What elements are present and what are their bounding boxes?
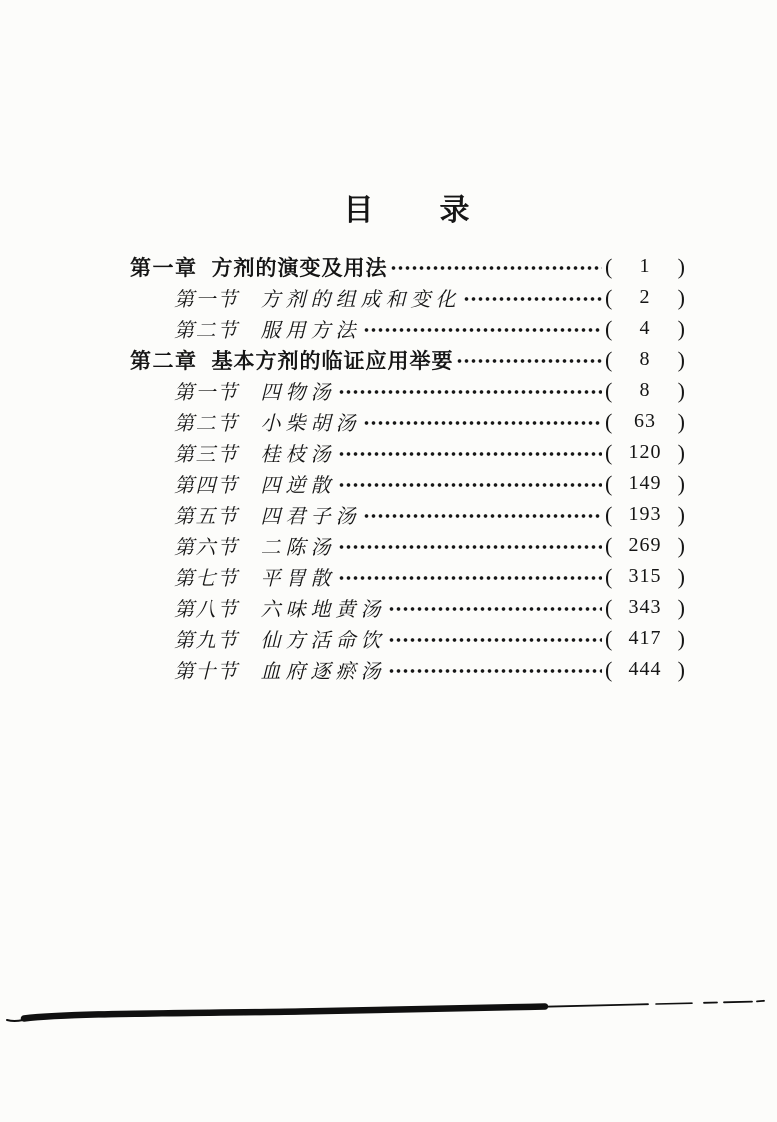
paren-open: ( — [605, 284, 613, 310]
dot-leader — [463, 282, 603, 313]
toc-entry-row-section — [130, 282, 685, 313]
page-number-value: 2 — [639, 286, 651, 308]
entry-number: 第五节 — [174, 506, 239, 528]
paren-open: ( — [605, 501, 613, 527]
paren-close: ) — [677, 377, 685, 403]
paren-open: ( — [605, 656, 613, 682]
page-number-value: 8 — [639, 348, 651, 370]
entry-title: 方剂的演变及用法 — [211, 255, 388, 280]
page-number-value: 315 — [628, 565, 662, 587]
paren-close: ) — [677, 408, 685, 434]
page-number-value: 343 — [628, 596, 662, 618]
page-number-value: 149 — [628, 472, 662, 494]
dot-leader — [338, 561, 603, 592]
paren-open: ( — [605, 594, 613, 620]
page-number — [605, 286, 685, 309]
page-number — [605, 503, 685, 526]
dot-leader — [388, 592, 603, 623]
paren-open: ( — [605, 377, 613, 403]
toc-entry-row-section — [130, 592, 685, 623]
dot-leader — [338, 530, 603, 561]
page-edge-scan-artifact — [0, 992, 777, 1028]
page-number-value: 444 — [628, 658, 662, 680]
paren-close: ) — [677, 563, 685, 589]
page-number — [605, 441, 685, 464]
dot-leader — [363, 313, 603, 344]
toc-entry-row-section — [130, 375, 685, 406]
entry-number: 第一节 — [174, 382, 239, 404]
paren-open: ( — [605, 563, 613, 589]
paren-close: ) — [677, 439, 685, 465]
dot-leader — [338, 468, 603, 499]
paren-open: ( — [605, 346, 613, 372]
paren-open: ( — [605, 470, 613, 496]
entry-number: 第二章 — [130, 348, 198, 373]
page-number-value: 193 — [628, 503, 662, 525]
paren-close: ) — [677, 284, 685, 310]
entry-title: 小柴胡汤 — [260, 413, 361, 435]
paren-open: ( — [605, 439, 613, 465]
paren-close: ) — [677, 625, 685, 651]
paren-open: ( — [605, 253, 613, 279]
page-number — [605, 317, 685, 340]
toc-content — [130, 193, 685, 685]
page-number — [605, 410, 685, 433]
page-number — [605, 565, 685, 588]
entry-number: 第七节 — [174, 568, 239, 590]
entry-title: 桂枝汤 — [260, 444, 336, 466]
entry-number: 第十节 — [174, 661, 239, 683]
entry-title: 四物汤 — [260, 382, 336, 404]
entry-title: 血府逐瘀汤 — [260, 661, 386, 683]
page-number-value: 63 — [634, 410, 656, 432]
entry-number: 第三节 — [174, 444, 239, 466]
paren-open: ( — [605, 532, 613, 558]
entry-number: 第四节 — [174, 475, 239, 497]
toc-entry-row-chapter — [130, 344, 685, 375]
toc-entry-row-section — [130, 499, 685, 530]
entry-title: 四君子汤 — [260, 506, 361, 528]
entry-title: 方剂的组成和变化 — [260, 289, 461, 311]
dot-leader — [456, 344, 603, 375]
toc-entry-row-chapter — [130, 251, 685, 282]
page-number-value: 8 — [639, 379, 651, 401]
page-number-value: 269 — [628, 534, 662, 556]
page-number — [605, 379, 685, 402]
page-number-value: 120 — [628, 441, 662, 463]
toc-entry-row-section — [130, 313, 685, 344]
paren-open: ( — [605, 315, 613, 341]
toc-entry-row-section — [130, 468, 685, 499]
dot-leader — [388, 623, 603, 654]
dot-leader — [338, 375, 603, 406]
entry-title: 仙方活命饮 — [260, 630, 386, 652]
entry-number: 第二节 — [174, 320, 239, 342]
entry-title: 四逆散 — [260, 475, 336, 497]
page-number-value: 1 — [639, 255, 651, 277]
toc-entry-row-section — [130, 437, 685, 468]
paren-open: ( — [605, 408, 613, 434]
toc-entry-row-section — [130, 561, 685, 592]
paren-close: ) — [677, 532, 685, 558]
paren-close: ) — [677, 346, 685, 372]
entry-number: 第九节 — [174, 630, 239, 652]
paren-close: ) — [677, 594, 685, 620]
entry-number: 第一章 — [130, 255, 198, 280]
entry-title: 六味地黄汤 — [260, 599, 386, 621]
paren-close: ) — [677, 656, 685, 682]
page-number — [605, 596, 685, 619]
page-number — [605, 658, 685, 681]
page-number-value: 417 — [628, 627, 662, 649]
dot-leader — [338, 437, 603, 468]
page-number — [605, 627, 685, 650]
page-number — [605, 472, 685, 495]
entry-number: 第一节 — [174, 289, 239, 311]
entry-number: 第八节 — [174, 599, 239, 621]
toc-entry-row-section — [130, 623, 685, 654]
page-title: 目 录 — [343, 194, 472, 227]
toc-entry-row-section — [130, 406, 685, 437]
toc-entry-row-section — [130, 654, 685, 685]
dot-leader — [363, 406, 603, 437]
entry-number: 第二节 — [174, 413, 239, 435]
toc-list — [130, 251, 685, 685]
entry-title: 服用方法 — [260, 320, 361, 342]
entry-number: 第六节 — [174, 537, 239, 559]
entry-title: 二陈汤 — [260, 537, 336, 559]
entry-title: 基本方剂的临证应用举要 — [211, 348, 454, 373]
page-number-value: 4 — [639, 317, 651, 339]
page-number — [605, 348, 685, 371]
paren-close: ) — [677, 501, 685, 527]
dot-leader — [390, 251, 603, 282]
page-number — [605, 255, 685, 278]
page-number — [605, 534, 685, 557]
paren-close: ) — [677, 253, 685, 279]
toc-entry-row-section — [130, 530, 685, 561]
paren-close: ) — [677, 315, 685, 341]
dot-leader — [363, 499, 603, 530]
paren-open: ( — [605, 625, 613, 651]
dot-leader — [388, 654, 603, 685]
paren-close: ) — [677, 470, 685, 496]
entry-title: 平胃散 — [260, 568, 336, 590]
